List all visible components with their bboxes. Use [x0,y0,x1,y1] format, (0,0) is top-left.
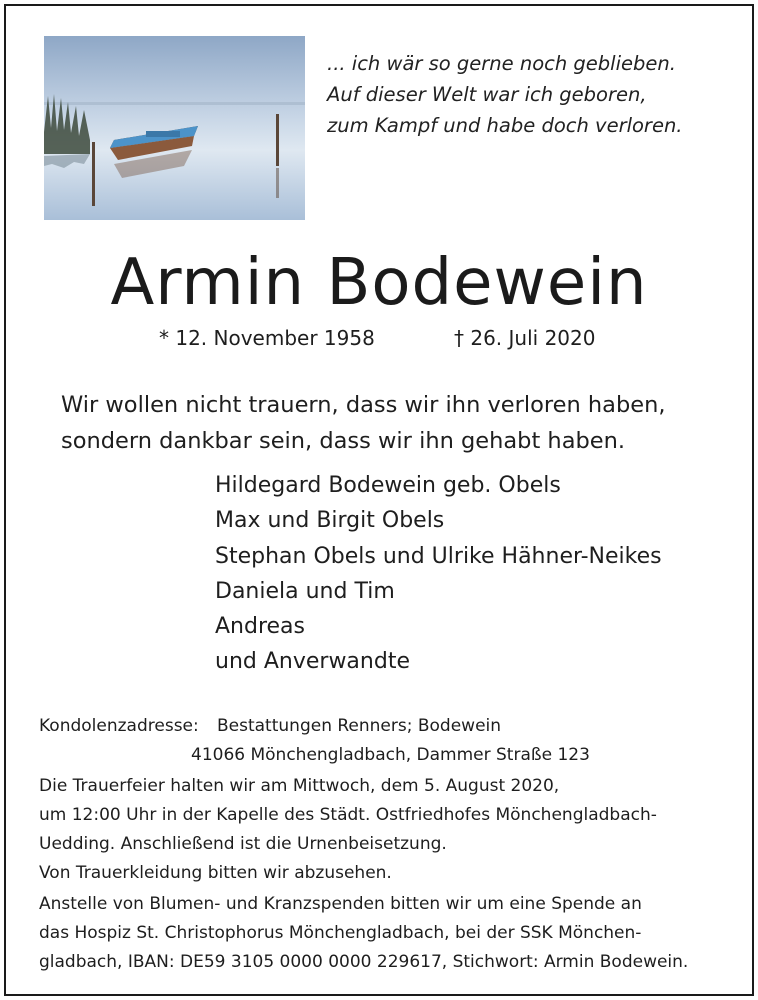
mourner: Daniela und Tim [215,578,395,604]
memorial-quote [61,387,751,459]
mourner: Stephan Obels und Ulrike Hähner-Neikes [215,543,662,569]
mourners-list [215,468,745,680]
condolence-address [39,712,749,770]
condolence-line: 41066 Mönchengladbach, Dammer Straße 123 [191,745,590,765]
death-date: † 26. Juli 2020 [454,326,596,350]
quote-line: sondern dankbar sein, dass wir ihn gehabt haben. [61,428,626,454]
birth-date: * 12. November 1958 [159,326,375,350]
poem-line: Auf dieser Welt war ich geboren, [327,83,647,106]
mourner: Max und Birgit Obels [215,508,445,534]
donation-line: gladbach, IBAN: DE59 3105 0000 0000 229617, Stichwort: Armin Bodewein. [39,952,689,972]
poem-line: ... ich wär so gerne noch geblieben. [327,52,676,75]
boat-on-lake-photo [44,36,305,220]
quote-line: Wir wollen nicht trauern, dass wir ihn verloren haben, [61,392,666,418]
ceremony-line: Von Trauerkleidung bitten wir abzusehen. [39,863,392,883]
donation-line: Anstelle von Blumen- und Kranzspenden bitten wir um eine Spende an [39,894,642,914]
condolence-label: Kondolenzadresse: [39,716,199,736]
mourner: Andreas [215,614,305,640]
poem-line: zum Kampf und habe doch verloren. [327,114,683,137]
donation-line: das Hospiz St. Christophorus Mönchengladbach, bei der SSK Mönchen- [39,923,642,943]
mourner: Hildegard Bodewein geb. Obels [215,473,561,498]
condolence-line: Bestattungen Renners; Bodewein [217,716,502,736]
ceremony-line: Uedding. Anschließend ist die Urnenbeisetzung. [39,834,447,854]
ceremony-info [39,772,749,888]
ceremony-line: um 12:00 Uhr in der Kapelle des Städt. Ostfriedhofes Mönchengladbach- [39,805,657,825]
mourner: und Anverwandte [215,649,410,675]
ceremony-line: Die Trauerfeier halten wir am Mittwoch, dem 5. August 2020, [39,776,560,796]
obituary-notice [4,4,754,996]
donation-info [39,890,749,977]
deceased-name: Armin Bodewein [110,246,648,320]
poem [327,48,747,141]
